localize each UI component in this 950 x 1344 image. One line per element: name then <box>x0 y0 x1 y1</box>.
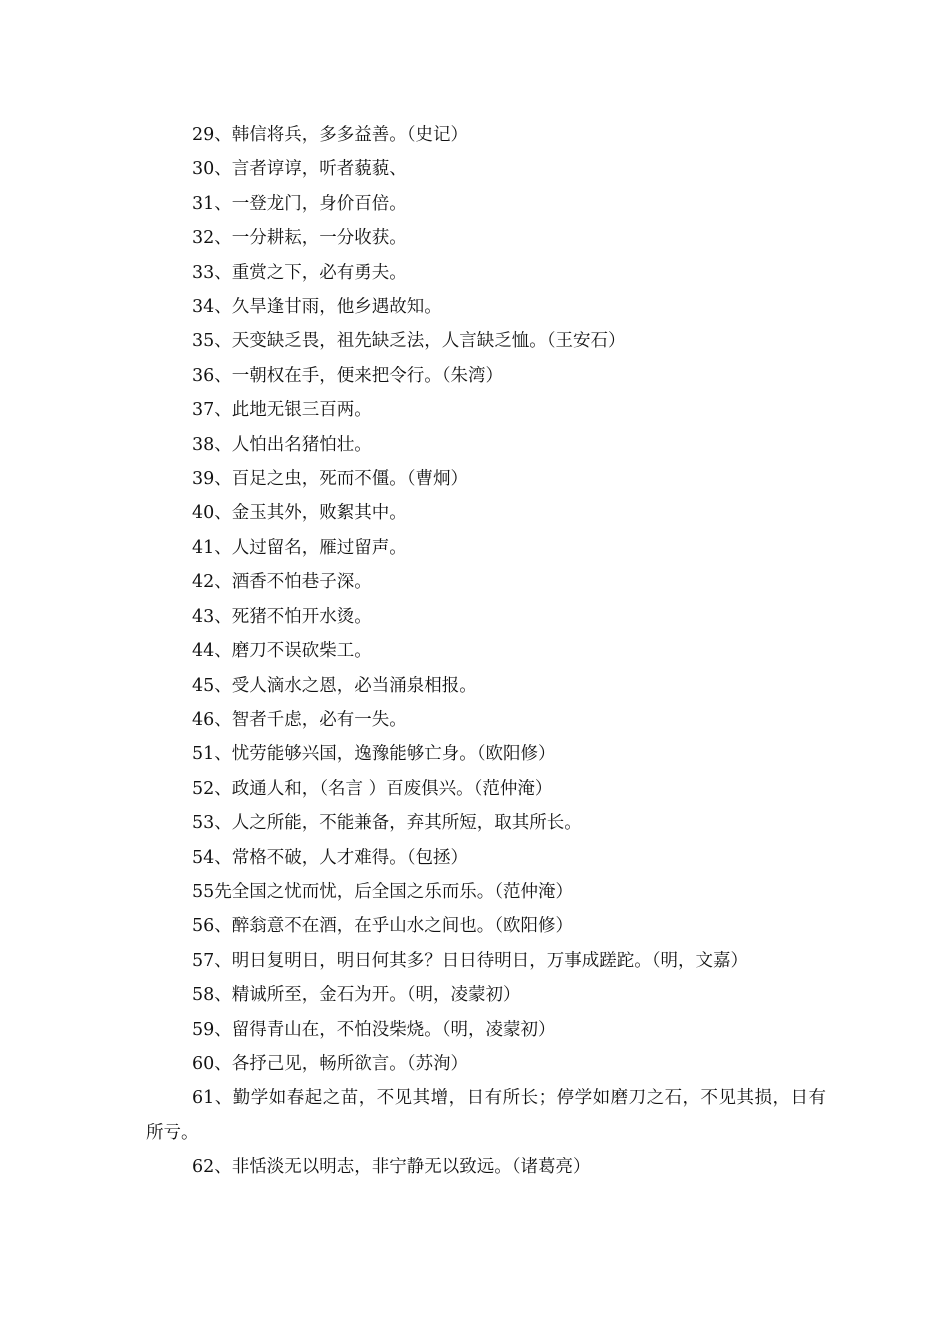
list-item: 31、一登龙门，身价百倍。 <box>192 193 407 214</box>
list-item: 34、久旱逢甘雨，他乡遇故知。 <box>192 297 442 318</box>
proverb-list <box>146 118 826 1185</box>
list-item: 36、一朝权在手，便来把令行。（朱湾） <box>192 365 504 386</box>
list-item: 39、百足之虫，死而不僵。（曹炯） <box>192 469 469 490</box>
list-item: 40、金玉其外，败絮其中。 <box>192 503 407 524</box>
list-item: 43、死猪不怕开水烫。 <box>192 606 372 627</box>
list-item: 37、此地无银三百两。 <box>192 400 372 421</box>
list-item: 30、言者谆谆，听者藐藐、 <box>192 159 407 180</box>
list-item: 38、人怕出名猪怕壮。 <box>192 434 372 455</box>
list-item: 52、政通人和，（名言 ）百废俱兴。（范仲淹） <box>192 778 553 799</box>
list-item: 62、非恬淡无以明志，非宁静无以致远。（诸葛亮） <box>192 1157 591 1178</box>
list-item: 60、各抒己见，畅所欲言。（苏洵） <box>192 1053 469 1074</box>
list-item: 56、醉翁意不在酒，在乎山水之间也。（欧阳修） <box>192 916 574 937</box>
list-item: 51、忧劳能够兴国，逸豫能够亡身。（欧阳修） <box>192 744 556 765</box>
list-item: 32、一分耕耘，一分收获。 <box>192 228 407 249</box>
list-item: 45、受人滴水之恩，必当涌泉相报。 <box>192 675 477 696</box>
list-item: 59、留得青山在，不怕没柴烧。（明，凌蒙初） <box>192 1019 556 1040</box>
list-item: 44、磨刀不误砍柴工。 <box>192 641 372 662</box>
list-item: 53、人之所能，不能兼备，弃其所短，取其所长。 <box>192 813 582 834</box>
list-item: 57、明日复明日，明日何其多？日日待明日，万事成蹉跎。（明，文嘉） <box>192 950 749 971</box>
list-item: 42、酒香不怕巷子深。 <box>192 572 372 593</box>
list-item: 29、韩信将兵，多多益善。（史记） <box>192 125 469 145</box>
list-item: 54、常格不破，人才难得。（包拯） <box>192 847 469 868</box>
list-item: 61、勤学如春起之苗，不见其增，日有所长；停学如磨刀之石，不见其损，日有所亏。 <box>146 1088 826 1143</box>
list-item: 55先全国之忧而忧，后全国之乐而乐。（范仲淹） <box>192 881 574 902</box>
list-item: 46、智者千虑，必有一失。 <box>192 709 407 730</box>
list-item: 33、重赏之下，必有勇夫。 <box>192 262 407 283</box>
list-item: 41、人过留名，雁过留声。 <box>192 537 407 558</box>
list-item: 58、精诚所至，金石为开。（明，凌蒙初） <box>192 985 521 1006</box>
list-item: 35、天变缺乏畏，祖先缺乏法，人言缺乏恤。（王安石） <box>192 331 626 352</box>
